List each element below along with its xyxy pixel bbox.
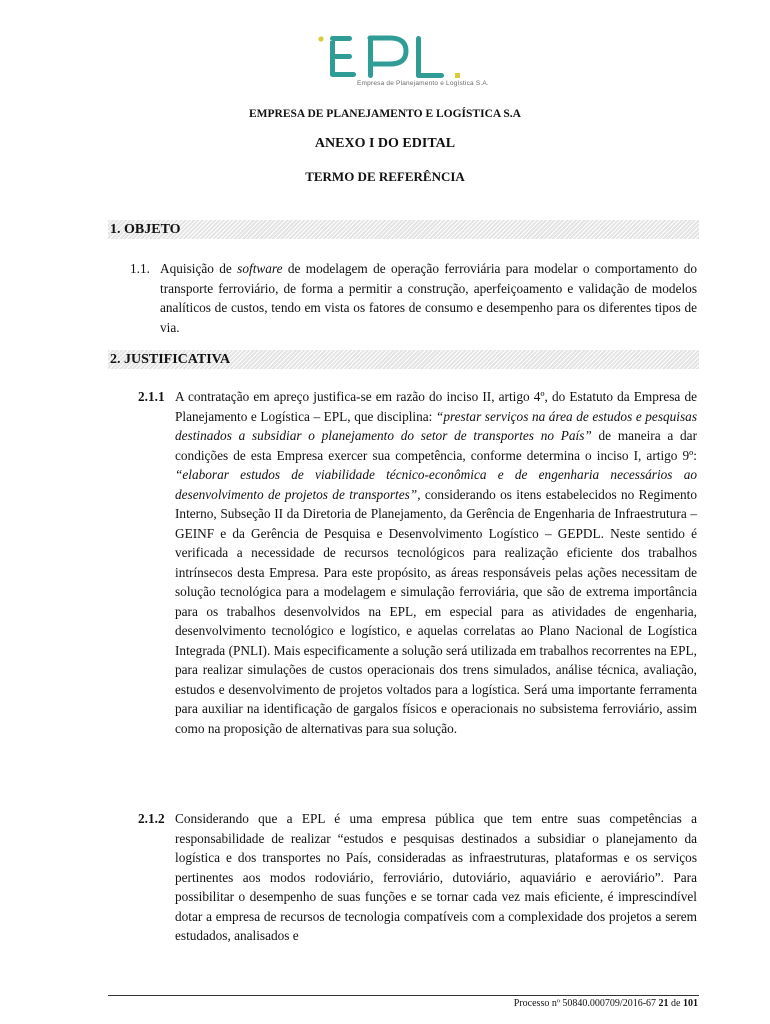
company-name: EMPRESA DE PLANEJAMENTO E LOGÍSTICA S.A [248,108,521,120]
clause-2-1-2 [138,809,697,946]
clause-number: 2.1.1 [138,389,165,404]
text-segment: Considerando que a EPL é uma empresa pública que tem entre suas competências a responsabilidade de realizar “estudos e pesquisas destinados a subsidiar o planejamento da logística e dos transportes no País, consideradas as infraestruturas, plataformas e os serviços pertinentes aos modos rodoviário, ferroviário, dutoviário, aquaviário e aeroviário”. Para possibilitar o desempenho de suas funções e se tornar cada vez mais eficiente, é imprescindível dotar a empresa de recursos de tecnologia compatíveis com a complexidade dos projetos a serem estudados, analisados e [175,811,697,943]
footer-divider [108,995,699,996]
section-heading-justificativa: 2. JUSTIFICATIVA [108,350,699,369]
logo-tagline: Empresa de Planejamento e Logística S.A. [357,80,489,87]
clause-1-1 [130,259,697,337]
clause-number: 2.1.2 [138,811,165,826]
page-total: 101 [683,998,698,1009]
process-number: Processo nº 50840.000709/2016-67 [513,998,657,1009]
italic-text-segment: “prestar serviços na área de estudos e pesquisas destinados a subsidiar o planejamento do setor de transportes no País” [175,408,697,443]
page-number: 21 [658,998,669,1009]
text-segment: , considerando os itens estabelecidos no Regimento Interno, Subseção II da Diretoria de Planejamento, da Gerência de Engenharia de Infraestrutura – GEINF e da Gerência de Pesquisa e Desenvolvimento Logístico – GEPDL. Neste sentido é verificada a necessidade de recursos tecnológicos para realização eficiente dos trabalhos intrínsecos desta Empresa. Para este propósito, as áreas responsáveis pelas ações necessitam de solução tecnológica para a modelagem e simulação ferroviária, que são de extrema importância para os trabalhos desenvolvidos na EPL, em especial para as atividades de engenharia, desenvolvimento tecnológico e logístico, e aquelas correlatas ao Plano Nacional de Logística Integrada (PNLI). Mais especificamente a solução será utilizada em trabalhos recorrentes na EPL, para realizar simulações de custos operacionais dos trens simulados, análise técnica, avaliação, estudos e desenvolvimento de projetos voltados para a logística. Será uma importante ferramenta para auxiliar na identificação de gargalos físicos e operacionais no subsistema ferroviário, assim como na proposição de alternativas para sua solução. [175,486,698,736]
logo-dot-icon [318,36,323,41]
text-segment: de modelagem de operação ferroviária para modelar o comportamento do transporte ferroviário, de forma a permitir a construção, aperfeiçoamento e validação de modelos analíticos de custos, tendo em vista os fatores de consumo e desempenho para os diferentes tipos de via. [160,261,698,335]
clause-text [138,809,697,946]
page-of: de [671,998,681,1009]
document-subtitle: TERMO DE REFERÊNCIA [305,169,465,184]
annex-title: ANEXO I DO EDITAL [314,136,456,151]
clause-2-1-1 [138,387,697,738]
clause-number: 1.1. [130,261,150,276]
italic-text-segment: software [237,261,283,276]
italic-text-segment: “elaborar estudos de viabilidade técnico-econômica e de engenharia necessários ao desenvolvimento de projetos de transportes” [175,467,697,502]
text-segment: Aquisição de [160,261,238,276]
section-heading-objeto: 1. OBJETO [108,220,699,239]
clause-text [130,259,697,337]
text-segment: de maneira a dar condições de esta Empresa exercer sua competência, conforme determina o inciso I, artigo 9º: [175,428,697,463]
text-segment: A contratação em apreço justifica-se em razão do inciso II, artigo 4º, do Estatuto da Empresa de Planejamento e Logística – EPL, que disciplina: [175,389,697,424]
page-footer [514,998,698,1009]
clause-text [138,387,697,738]
